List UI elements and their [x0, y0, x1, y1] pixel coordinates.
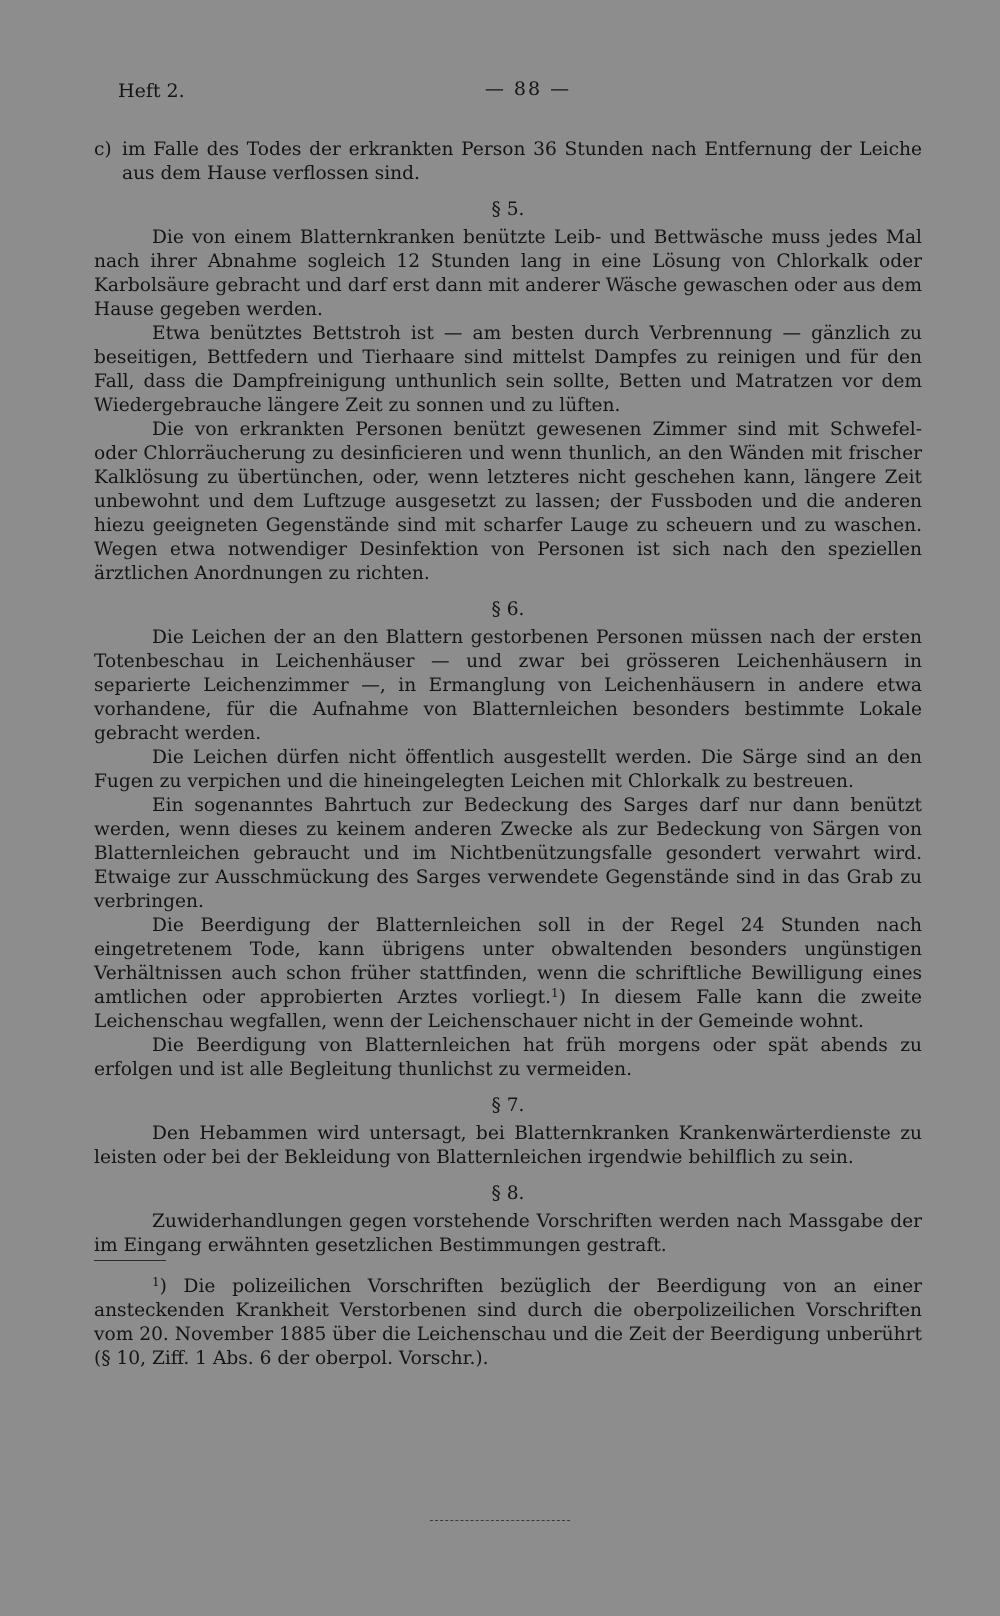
- footnote-divider: [94, 1260, 166, 1261]
- paragraph-text: Die Beerdigung der Blatternleichen soll in der Regel 24 Stunden nach eingetretenem Tode, kann übrigens unter obwaltenden besonders ungünstigen Verhältnissen auch schon früher stattfinden, wenn die schriftliche Bewilligung eines amtlichen oder approbierten Arztes vorliegt.: [94, 915, 922, 1008]
- section-heading-7: § 7.: [491, 1095, 525, 1116]
- list-item-marker: c): [94, 139, 112, 160]
- paragraph: Die Leichen dürfen nicht öffentlich ausgestellt werden. Die Särge sind an den Fugen zu verpichen und die hineingelegten Leichen mit Chlorkalk zu bestreuen.: [94, 747, 922, 792]
- page-number: — 88 —: [484, 78, 572, 100]
- footnote-text: ) Die polizeilichen Vorschriften bezüglich der Beerdigung von an einer ansteckenden Krankheit Verstorbenen sind durch die oberpolizeilichen Vorschriften vom 20. November 1885 über die Leichenschau und die Zeit der Beerdigung unberührt (§ 10, Ziff. 1 Abs. 6 der oberpol. Vorschr.).: [94, 1276, 922, 1369]
- page-header: [118, 80, 918, 108]
- paragraph: Die Beerdigung von Blatternleichen hat früh morgens oder spät abends zu erfolgen und ist alle Begleitung thunlichst zu vermeiden.: [94, 1035, 922, 1080]
- paragraph: Ein sogenanntes Bahrtuch zur Bedeckung des Sarges darf nur dann benützt werden, wenn dieses zu keinem anderen Zwecke als zur Bedeckung von Särgen von Blatternleichen gebraucht und im Nichtbenützungsfalle gesondert verwahrt wird. Etwaige zur Ausschmückung des Sarges verwendete Gegenstände sind in das Grab zu verbringen.: [94, 795, 922, 912]
- paragraph: Etwa benütztes Bettstroh ist — am besten durch Verbrennung — gänzlich zu beseitigen, Bettfedern und Tierhaare sind mittelst Dampfes zu reinigen und für den Fall, dass die Dampfreinigung unthunlich sein sollte, Betten und Matratzen vor dem Wiedergebrauche längere Zeit zu sonnen und zu lüften.: [94, 323, 922, 416]
- end-divider: [430, 1520, 570, 1521]
- footnote-marker: 1: [152, 1275, 160, 1289]
- footnote: [94, 1275, 922, 1371]
- section-heading-6: § 6.: [491, 599, 525, 620]
- paragraph: Die von einem Blatternkranken benützte Leib- und Bettwäsche muss jedes Mal nach ihrer Abnahme sogleich 12 Stunden lang in eine Lösung von Chlorkalk oder Karbolsäure gebracht und darf erst dann mit anderer Wäsche gewaschen oder aus dem Hause gegeben werden.: [94, 227, 922, 320]
- list-item-text: im Falle des Todes der erkrankten Person 36 Stunden nach Entfernung der Leiche aus dem Hause verflossen sind.: [122, 139, 922, 184]
- paragraph-text: ) In diesem Falle kann die zweite Leichenschau wegfallen, wenn der Leichenschauer nicht in der Gemeinde wohnt.: [94, 987, 923, 1032]
- issue-label: Heft 2.: [118, 80, 185, 102]
- section-heading-5: § 5.: [491, 199, 525, 220]
- paragraph: Zuwiderhandlungen gegen vorstehende Vorschriften werden nach Massgabe der im Eingang erwähnten gesetzlichen Bestimmungen gestraft.: [94, 1211, 922, 1256]
- footnote-paragraph: [94, 1275, 922, 1371]
- list-item-c: [94, 138, 922, 186]
- paragraph: [94, 914, 922, 1034]
- paragraph: Die Leichen der an den Blattern gestorbenen Personen müssen nach der ersten Totenbeschau in Leichenhäuser — und zwar bei grösseren Leichenhäusern in separierte Leichenzimmer —, in Ermanglung von Leichenhäusern in andere etwa vorhandene, für die Aufnahme von Blatternleichen besonders bestimmte Lokale gebracht werden.: [94, 627, 922, 744]
- page-body: [94, 138, 922, 1371]
- section-heading-8: § 8.: [491, 1183, 525, 1204]
- paragraph: Die von erkrankten Personen benützt gewesenen Zimmer sind mit Schwefel- oder Chlorräucherung zu desinficieren und wenn thunlich, an den Wänden mit frischer Kalklösung zu übertünchen, oder, wenn letzteres nicht geschehen kann, längere Zeit unbewohnt und dem Luftzuge ausgesetzt zu lassen; der Fussboden und die anderen hiezu geeigneten Gegenstände sind mit scharfer Lauge zu scheuern und zu waschen. Wegen etwa notwendiger Desinfektion von Personen ist sich nach den speziellen ärztlichen Anordnungen zu richten.: [94, 419, 922, 584]
- footnote-reference: 1: [551, 986, 559, 1000]
- paragraph: Den Hebammen wird untersagt, bei Blatternkranken Krankenwärterdienste zu leisten oder bei der Bekleidung von Blatternleichen irgendwie behilflich zu sein.: [94, 1123, 922, 1168]
